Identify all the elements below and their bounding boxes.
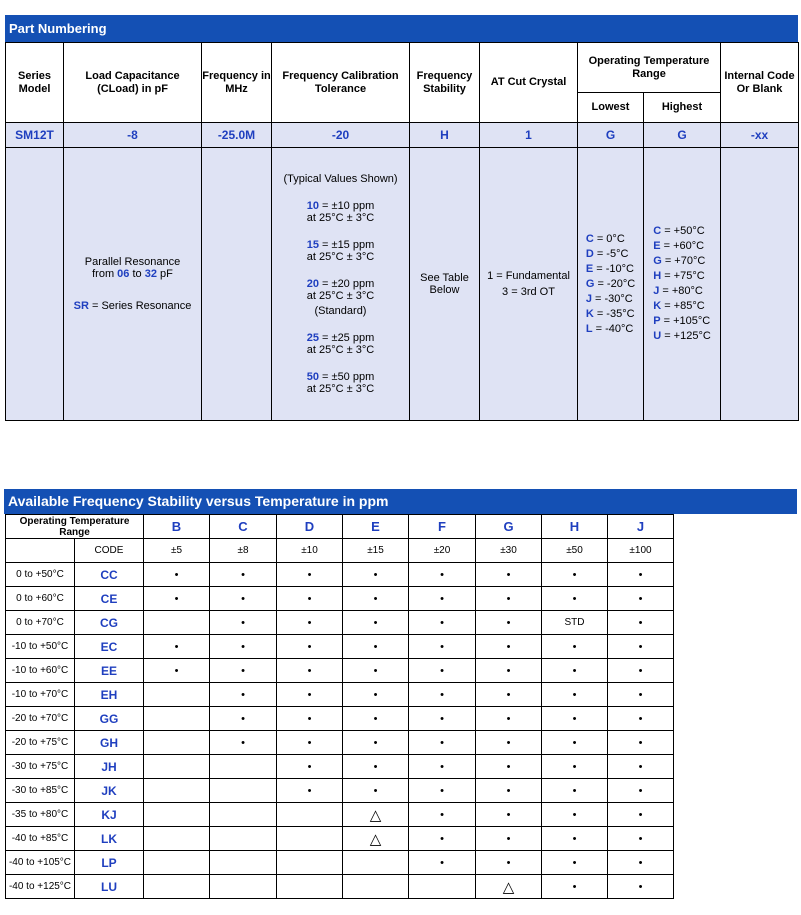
lowest-temp-value: = -20°C — [597, 277, 636, 290]
lowest-temp-code: D — [585, 247, 594, 260]
load-cap-line1: Parallel Resonance — [84, 256, 181, 268]
temperature-range: -10 to +70°C — [6, 683, 75, 707]
table-row — [6, 731, 674, 755]
lowest-temp-value: = -40°C — [595, 322, 634, 335]
calibration-condition: at 25°C ± 3°C — [306, 212, 375, 224]
highest-temp-code: U — [653, 330, 662, 342]
calibration-code: 25 — [306, 332, 319, 344]
availability-cell — [277, 803, 343, 827]
ppm-d: ±10 — [277, 539, 343, 563]
highest-temp-item — [653, 269, 711, 284]
availability-cell: • — [277, 707, 343, 731]
calibration-item — [272, 371, 409, 395]
range-empty — [6, 539, 75, 563]
table-row — [6, 587, 674, 611]
stability-table — [5, 514, 674, 899]
ppm-f: ±20 — [409, 539, 476, 563]
load-cap-min: 06 — [117, 268, 130, 280]
availability-cell: • — [210, 587, 277, 611]
availability-cell: • — [542, 563, 608, 587]
calibration-value — [272, 278, 409, 290]
availability-cell: • — [542, 587, 608, 611]
header-stability: Frequency Stability — [410, 43, 480, 123]
table-row — [6, 635, 674, 659]
stability-banner: Available Frequency Stability versus Temperature in ppm — [4, 489, 797, 514]
load-cap-to: to — [132, 268, 142, 280]
availability-cell: • — [343, 635, 409, 659]
code-internal: -xx — [721, 123, 799, 148]
temperature-range: -20 to +75°C — [6, 731, 75, 755]
calibration-item — [272, 239, 409, 263]
table-row — [6, 851, 674, 875]
availability-cell: • — [210, 683, 277, 707]
lowest-temp-value: = -10°C — [596, 262, 634, 275]
part-numbering-table — [5, 42, 799, 421]
calibration-value — [272, 332, 409, 344]
calibration-value — [272, 371, 409, 383]
cell-load-capacitance — [64, 148, 202, 421]
highest-temp-value: = +60°C — [663, 240, 705, 252]
code-calibration: -20 — [272, 123, 410, 148]
calibration-code: 15 — [306, 239, 319, 251]
availability-cell: • — [542, 707, 608, 731]
cell-frequency-empty — [202, 148, 272, 421]
calibration-code: 50 — [306, 371, 319, 383]
load-cap-from: from — [92, 268, 115, 280]
calibration-item — [272, 200, 409, 224]
calibration-condition: at 25°C ± 3°C — [306, 383, 375, 395]
highest-temp-code: P — [653, 315, 661, 327]
table-row — [6, 779, 674, 803]
sr-text: = Series Resonance — [91, 300, 192, 312]
code-stability: H — [410, 123, 480, 148]
availability-cell: • — [476, 755, 542, 779]
availability-cell: • — [542, 827, 608, 851]
availability-cell: • — [210, 563, 277, 587]
availability-cell: △ — [343, 803, 409, 827]
temperature-range: -10 to +60°C — [6, 659, 75, 683]
ppm-b: ±5 — [144, 539, 210, 563]
sr-code: SR — [73, 300, 89, 312]
cell-highest — [644, 148, 721, 421]
lowest-temp-item — [586, 322, 635, 337]
availability-cell — [210, 755, 277, 779]
header-series-model: Series Model — [6, 43, 64, 123]
lowest-temp-code: E — [585, 262, 594, 275]
temperature-range: -35 to +80°C — [6, 803, 75, 827]
range-code: EE — [75, 659, 144, 683]
lowest-temp-code: K — [585, 307, 594, 320]
availability-cell: • — [542, 731, 608, 755]
availability-cell: • — [608, 611, 674, 635]
temperature-range: -40 to +125°C — [6, 875, 75, 899]
code-frequency: -25.0M — [202, 123, 272, 148]
cell-calibration — [272, 148, 410, 421]
calibration-code: 10 — [306, 200, 319, 212]
header-lowest: Lowest — [578, 93, 644, 123]
availability-cell: • — [608, 563, 674, 587]
lowest-temp-item — [586, 232, 635, 247]
availability-cell — [277, 875, 343, 899]
temperature-range: -30 to +75°C — [6, 755, 75, 779]
availability-cell: • — [608, 635, 674, 659]
availability-cell: • — [476, 563, 542, 587]
availability-cell — [144, 779, 210, 803]
calibration-ppm: = ±25 ppm — [322, 332, 375, 344]
availability-cell — [144, 827, 210, 851]
availability-cell — [210, 827, 277, 851]
availability-cell: • — [210, 611, 277, 635]
code-series: SM12T — [6, 123, 64, 148]
availability-cell — [144, 851, 210, 875]
calibration-code: 20 — [306, 278, 319, 290]
availability-cell: • — [476, 779, 542, 803]
availability-cell — [144, 707, 210, 731]
cell-lowest — [578, 148, 644, 421]
lowest-temp-value: = -35°C — [596, 307, 635, 320]
ppm-e: ±15 — [343, 539, 409, 563]
calibration-condition: at 25°C ± 3°C — [306, 344, 375, 356]
code-load: -8 — [64, 123, 202, 148]
header-load-capacitance: Load Capacitance (CLoad) in pF — [64, 43, 202, 123]
availability-cell: • — [409, 851, 476, 875]
availability-cell: • — [277, 635, 343, 659]
availability-cell: • — [608, 707, 674, 731]
availability-cell: • — [277, 563, 343, 587]
availability-cell: • — [409, 707, 476, 731]
availability-cell: • — [343, 563, 409, 587]
availability-cell: • — [608, 779, 674, 803]
lowest-temp-item — [586, 277, 635, 292]
availability-cell: • — [343, 707, 409, 731]
availability-cell: • — [608, 755, 674, 779]
availability-cell — [144, 875, 210, 899]
availability-cell: • — [409, 803, 476, 827]
temperature-range: 0 to +50°C — [6, 563, 75, 587]
letter-f: F — [409, 515, 476, 539]
calibration-item — [272, 278, 409, 317]
highest-temp-item — [653, 224, 711, 239]
availability-cell: • — [210, 659, 277, 683]
range-code: KJ — [75, 803, 144, 827]
availability-cell: • — [542, 851, 608, 875]
load-cap-unit: pF — [160, 268, 173, 280]
availability-cell: • — [608, 731, 674, 755]
highest-temp-item — [653, 314, 711, 329]
table-row — [6, 611, 674, 635]
calibration-condition: at 25°C ± 3°C — [306, 290, 375, 302]
availability-cell: • — [608, 659, 674, 683]
ppm-c: ±8 — [210, 539, 277, 563]
availability-cell: • — [476, 803, 542, 827]
lowest-temp-value: = 0°C — [596, 232, 625, 245]
calibration-ppm: = ±20 ppm — [322, 278, 375, 290]
letter-j: J — [608, 515, 674, 539]
availability-cell: • — [277, 779, 343, 803]
lowest-temp-item — [586, 262, 635, 277]
code-at-cut: 1 — [480, 123, 578, 148]
availability-cell: • — [476, 611, 542, 635]
header-highest: Highest — [644, 93, 721, 123]
letter-e: E — [343, 515, 409, 539]
lowest-temp-item — [586, 292, 635, 307]
availability-cell: • — [409, 827, 476, 851]
code-lowest: G — [578, 123, 644, 148]
calibration-list — [272, 173, 409, 395]
availability-cell: • — [608, 587, 674, 611]
availability-cell: • — [409, 587, 476, 611]
letter-c: C — [210, 515, 277, 539]
availability-cell: • — [476, 659, 542, 683]
range-code: LP — [75, 851, 144, 875]
highest-temp-code: C — [653, 225, 662, 237]
table-row — [6, 875, 674, 899]
ppm-g: ±30 — [476, 539, 542, 563]
availability-cell — [144, 611, 210, 635]
lowest-list — [586, 232, 635, 337]
table-row — [6, 755, 674, 779]
availability-cell: • — [343, 611, 409, 635]
availability-cell: • — [277, 611, 343, 635]
load-cap-sr — [64, 300, 201, 312]
availability-cell: • — [542, 683, 608, 707]
availability-cell: • — [277, 755, 343, 779]
availability-cell — [144, 731, 210, 755]
highest-list — [653, 224, 711, 344]
highest-temp-item — [653, 329, 711, 344]
highest-temp-value: = +85°C — [664, 300, 705, 312]
ppm-j: ±100 — [608, 539, 674, 563]
availability-cell: • — [277, 659, 343, 683]
availability-cell: • — [608, 803, 674, 827]
highest-temp-value: = +75°C — [664, 270, 705, 282]
highest-temp-value: = +80°C — [662, 285, 703, 297]
availability-cell — [144, 755, 210, 779]
highest-temp-code: J — [653, 285, 660, 297]
availability-cell: • — [476, 683, 542, 707]
availability-cell: • — [343, 659, 409, 683]
header-op-temp: Operating Temperature Range — [578, 43, 721, 93]
availability-cell: • — [542, 875, 608, 899]
availability-cell: • — [409, 563, 476, 587]
cell-stability — [410, 148, 480, 421]
availability-cell: • — [144, 587, 210, 611]
availability-cell: • — [608, 683, 674, 707]
availability-cell: • — [608, 851, 674, 875]
availability-cell: STD — [542, 611, 608, 635]
lowest-temp-item — [586, 247, 635, 262]
availability-cell: • — [210, 707, 277, 731]
availability-cell: • — [409, 755, 476, 779]
temperature-range: -20 to +70°C — [6, 707, 75, 731]
availability-cell: • — [476, 587, 542, 611]
temperature-range: -30 to +85°C — [6, 779, 75, 803]
table-row — [6, 683, 674, 707]
availability-cell: • — [277, 587, 343, 611]
range-code: CE — [75, 587, 144, 611]
availability-cell: • — [343, 731, 409, 755]
temperature-range: -40 to +105°C — [6, 851, 75, 875]
availability-cell — [277, 851, 343, 875]
header-frequency: Frequency in MHz — [202, 43, 272, 123]
highest-temp-code: H — [653, 270, 662, 282]
availability-cell — [343, 875, 409, 899]
availability-cell: • — [409, 683, 476, 707]
range-code: JK — [75, 779, 144, 803]
temperature-range: -10 to +50°C — [6, 635, 75, 659]
availability-cell: △ — [343, 827, 409, 851]
availability-cell: • — [144, 659, 210, 683]
cell-internal-empty — [721, 148, 799, 421]
calibration-value — [272, 200, 409, 212]
temperature-range: 0 to +70°C — [6, 611, 75, 635]
calibration-ppm: = ±15 ppm — [322, 239, 375, 251]
availability-cell: • — [542, 755, 608, 779]
range-code: GH — [75, 731, 144, 755]
availability-cell — [210, 851, 277, 875]
code-header: CODE — [75, 539, 144, 563]
table-row — [6, 707, 674, 731]
calibration-condition: at 25°C ± 3°C — [306, 251, 375, 263]
calibration-value — [272, 239, 409, 251]
header-calibration: Frequency Calibration Tolerance — [272, 43, 410, 123]
availability-cell: • — [144, 635, 210, 659]
highest-temp-value: = +125°C — [664, 330, 711, 342]
availability-cell — [409, 875, 476, 899]
availability-cell — [210, 875, 277, 899]
availability-cell — [144, 683, 210, 707]
range-code: GG — [75, 707, 144, 731]
at-cut-line2: 3 = 3rd OT — [502, 286, 555, 298]
availability-cell: • — [144, 563, 210, 587]
highest-temp-item — [653, 239, 711, 254]
availability-cell: • — [608, 875, 674, 899]
header-internal-code: Internal Code Or Blank — [721, 43, 799, 123]
availability-cell: • — [277, 683, 343, 707]
highest-temp-value: = +50°C — [664, 225, 705, 237]
availability-cell: • — [343, 683, 409, 707]
availability-cell: • — [409, 611, 476, 635]
range-code: CG — [75, 611, 144, 635]
lowest-temp-code: J — [585, 292, 592, 305]
availability-cell: • — [409, 731, 476, 755]
calibration-ppm: = ±50 ppm — [322, 371, 375, 383]
cell-series-empty — [6, 148, 64, 421]
highest-temp-code: G — [653, 255, 662, 267]
lowest-temp-value: = -30°C — [595, 292, 633, 305]
lowest-temp-code: L — [585, 322, 593, 335]
availability-cell: • — [409, 635, 476, 659]
availability-cell: • — [542, 635, 608, 659]
letter-b: B — [144, 515, 210, 539]
availability-cell: • — [409, 779, 476, 803]
availability-cell: • — [476, 827, 542, 851]
availability-cell: • — [476, 731, 542, 755]
highest-temp-code: K — [653, 300, 662, 312]
calibration-typical: (Typical Values Shown) — [283, 173, 398, 185]
table-row — [6, 659, 674, 683]
highest-temp-item — [653, 254, 711, 269]
highest-temp-value: = +105°C — [663, 315, 711, 327]
availability-cell: • — [476, 635, 542, 659]
availability-cell: • — [542, 779, 608, 803]
range-header: Operating Temperature Range — [6, 515, 144, 539]
availability-cell — [210, 779, 277, 803]
temperature-range: 0 to +60°C — [6, 587, 75, 611]
calibration-item — [272, 332, 409, 356]
at-cut-line1: 1 = Fundamental — [487, 270, 570, 282]
highest-temp-item — [653, 284, 711, 299]
availability-cell: • — [343, 779, 409, 803]
range-code: EH — [75, 683, 144, 707]
availability-cell: • — [343, 755, 409, 779]
range-code: CC — [75, 563, 144, 587]
availability-cell: • — [476, 851, 542, 875]
header-at-cut: AT Cut Crystal — [480, 43, 578, 123]
range-code: JH — [75, 755, 144, 779]
availability-cell: • — [542, 803, 608, 827]
availability-cell — [144, 803, 210, 827]
ppm-h: ±50 — [542, 539, 608, 563]
code-highest: G — [644, 123, 721, 148]
range-code: LU — [75, 875, 144, 899]
load-cap-range — [64, 268, 201, 280]
lowest-temp-item — [586, 307, 635, 322]
letter-d: D — [277, 515, 343, 539]
highest-temp-code: E — [653, 240, 661, 252]
cell-at-cut — [480, 148, 578, 421]
range-code: EC — [75, 635, 144, 659]
calibration-ppm: = ±10 ppm — [322, 200, 375, 212]
lowest-temp-value: = -5°C — [596, 247, 629, 260]
availability-cell: • — [343, 587, 409, 611]
availability-cell: • — [409, 659, 476, 683]
availability-cell: • — [210, 635, 277, 659]
table-row — [6, 563, 674, 587]
availability-cell — [210, 803, 277, 827]
availability-cell: • — [542, 659, 608, 683]
temperature-range: -40 to +85°C — [6, 827, 75, 851]
availability-cell: • — [608, 827, 674, 851]
letter-h: H — [542, 515, 608, 539]
stability-note: See Table Below — [420, 272, 469, 296]
availability-cell: • — [210, 731, 277, 755]
part-numbering-banner: Part Numbering — [5, 15, 798, 42]
lowest-temp-code: G — [585, 277, 595, 290]
range-code: LK — [75, 827, 144, 851]
table-row — [6, 827, 674, 851]
availability-cell — [343, 851, 409, 875]
availability-cell: • — [476, 707, 542, 731]
highest-temp-item — [653, 299, 711, 314]
availability-cell: • — [277, 731, 343, 755]
availability-cell — [277, 827, 343, 851]
calibration-extra: (Standard) — [314, 305, 367, 317]
load-cap-max: 32 — [144, 268, 157, 280]
lowest-temp-code: C — [585, 232, 594, 245]
availability-cell: △ — [476, 875, 542, 899]
highest-temp-value: = +70°C — [664, 255, 706, 267]
table-row — [6, 803, 674, 827]
letter-g: G — [476, 515, 542, 539]
